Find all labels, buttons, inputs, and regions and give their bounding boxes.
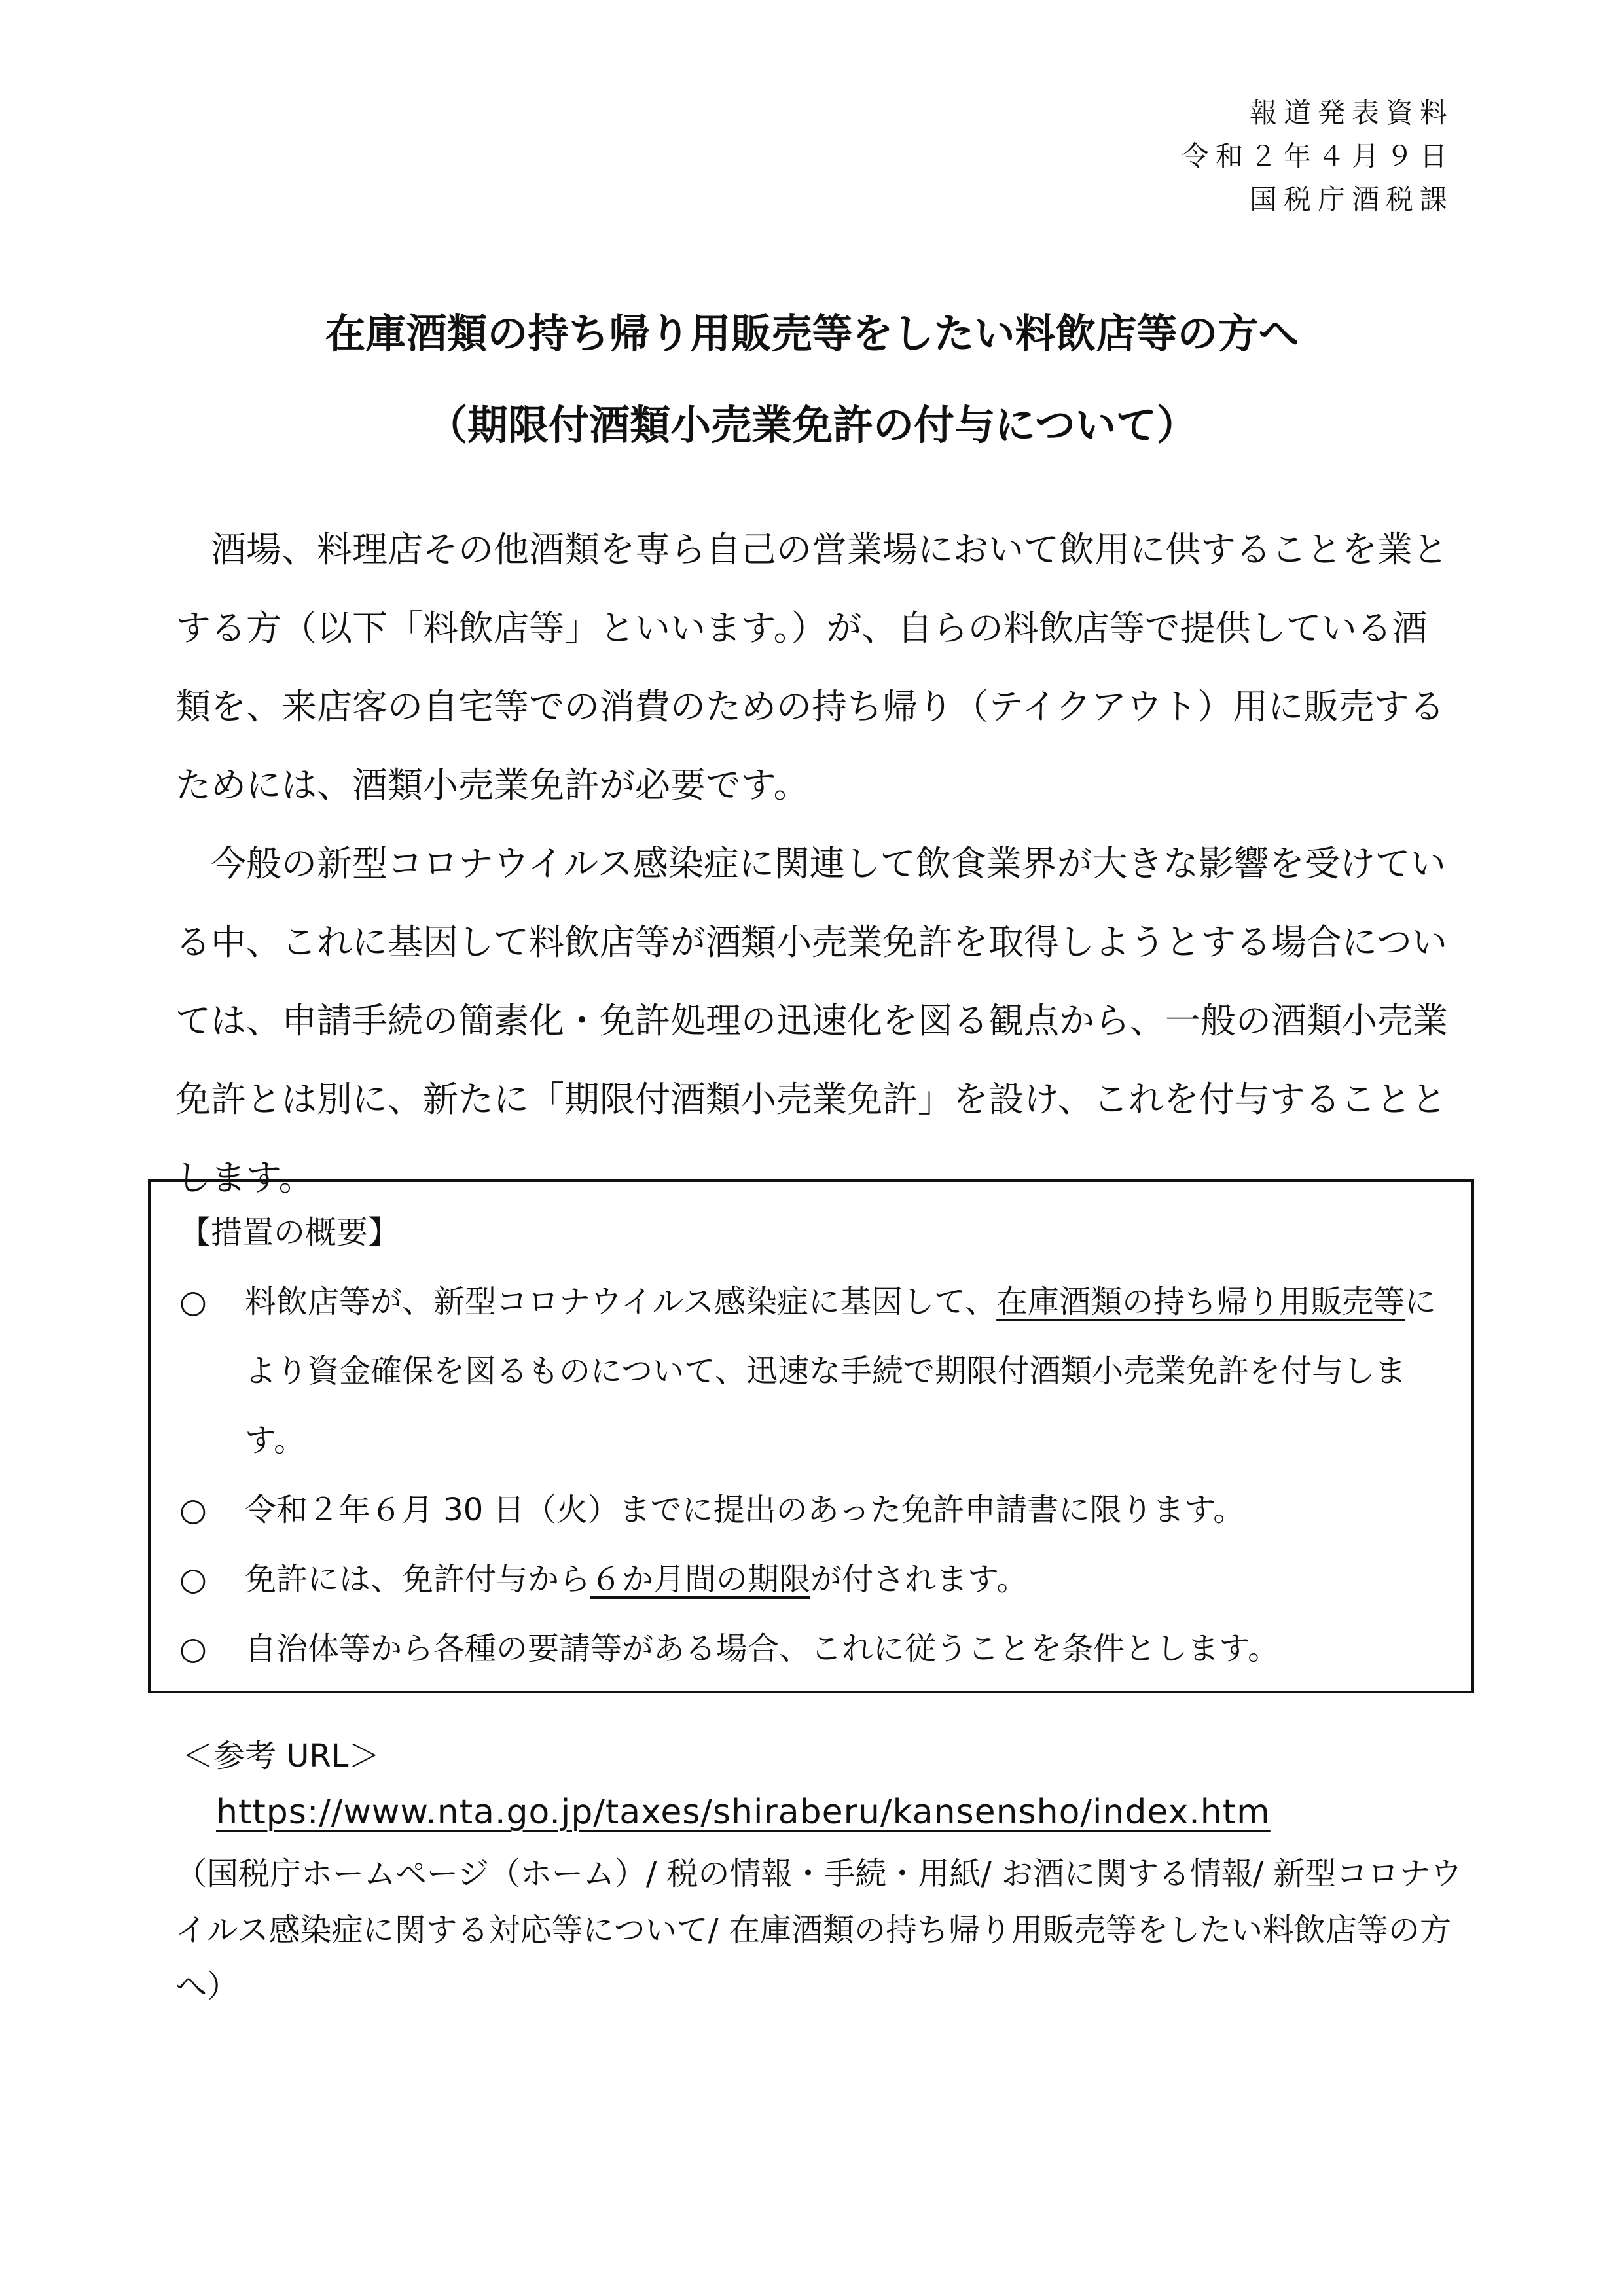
press-release-meta <box>1182 92 1454 221</box>
summary-heading: 【措置の概要】 <box>179 1214 400 1251</box>
reference-url-link[interactable]: https://www.nta.go.jp/taxes/shiraberu/kansensho/index.htm <box>216 1793 1271 1832</box>
summary-item-2-text: 令和２年６月 30 日（火）までに提出のあった免許申請書に限ります。 <box>245 1492 1245 1528</box>
summary-item-1 <box>179 1267 1445 1475</box>
summary-item-3-text: 免許には、免許付与から <box>245 1561 591 1598</box>
summary-item-3-emphasis: ６か月間の期限 <box>590 1561 811 1598</box>
summary-item-2 <box>179 1475 1445 1545</box>
document-type: 報道発表資料 <box>1249 97 1454 129</box>
circle-bullet-icon: ○ <box>179 1492 207 1528</box>
reference-heading: ＜参考 URL＞ <box>182 1738 380 1774</box>
title-line-2: （期限付酒類小売業免許の付与について） <box>427 401 1197 449</box>
summary-item-3-text-end: が付されます。 <box>810 1561 1028 1598</box>
reference-section <box>175 1728 1478 2015</box>
body-paragraph-2: 今般の新型コロナウイルス感染症に関連して飲食業界が大きな影響を受けている中、これに基因して料飲店等が酒類小売業免許を取得しようとする場合については、申請手続の簡素化・免許処理の迅速化を図る観点から、一般の酒類小売業免許とは別に、新たに「期限付酒類小売業免許」を設け、これを付与することとします。 <box>175 843 1448 1198</box>
summary-item-4-text: 自治体等から各種の要請等がある場合、これに従うことを条件とします。 <box>245 1630 1280 1667</box>
issuing-department: 国税庁酒税課 <box>1249 183 1454 215</box>
document-title <box>0 288 1624 471</box>
circle-bullet-icon: ○ <box>179 1630 207 1667</box>
title-line-1: 在庫酒類の持ち帰り用販売等をしたい料飲店等の方へ <box>325 310 1299 357</box>
summary-item-4 <box>179 1614 1445 1683</box>
summary-item-1-text-end: により資金確保を図るものについて、迅速な手続で期限付酒類小売業免許を付与します。 <box>245 1283 1437 1459</box>
summary-item-1-text: 料飲店等が、新型コロナウイルス感染症に基因して、 <box>245 1283 997 1320</box>
summary-item-1-emphasis: 在庫酒類の持ち帰り用販売等 <box>996 1283 1405 1320</box>
summary-item-3 <box>179 1545 1445 1614</box>
body-text <box>175 511 1458 1217</box>
measures-summary-box <box>148 1179 1474 1693</box>
circle-bullet-icon: ○ <box>179 1283 207 1320</box>
body-paragraph-1: 酒場、料理店その他酒類を専ら自己の営業場において飲用に供することを業とする方（以下「料飲店等」といいます。）が、自らの料飲店等で提供している酒類を、来店客の自宅等での消費のための持ち帰り（テイクアウト）用に販売するためには、酒類小売業免許が必要です。 <box>175 529 1448 806</box>
release-date: 令和２年４月９日 <box>1181 140 1454 172</box>
circle-bullet-icon: ○ <box>179 1561 207 1598</box>
reference-breadcrumb: （国税庁ホームページ（ホーム）/ 税の情報・手続・用紙/ お酒に関する情報/ 新型コロナウイルス感染症に関する対応等について/ 在庫酒類の持ち帰り用販売等をしたい料飲店等の方へ） <box>175 1856 1462 2005</box>
